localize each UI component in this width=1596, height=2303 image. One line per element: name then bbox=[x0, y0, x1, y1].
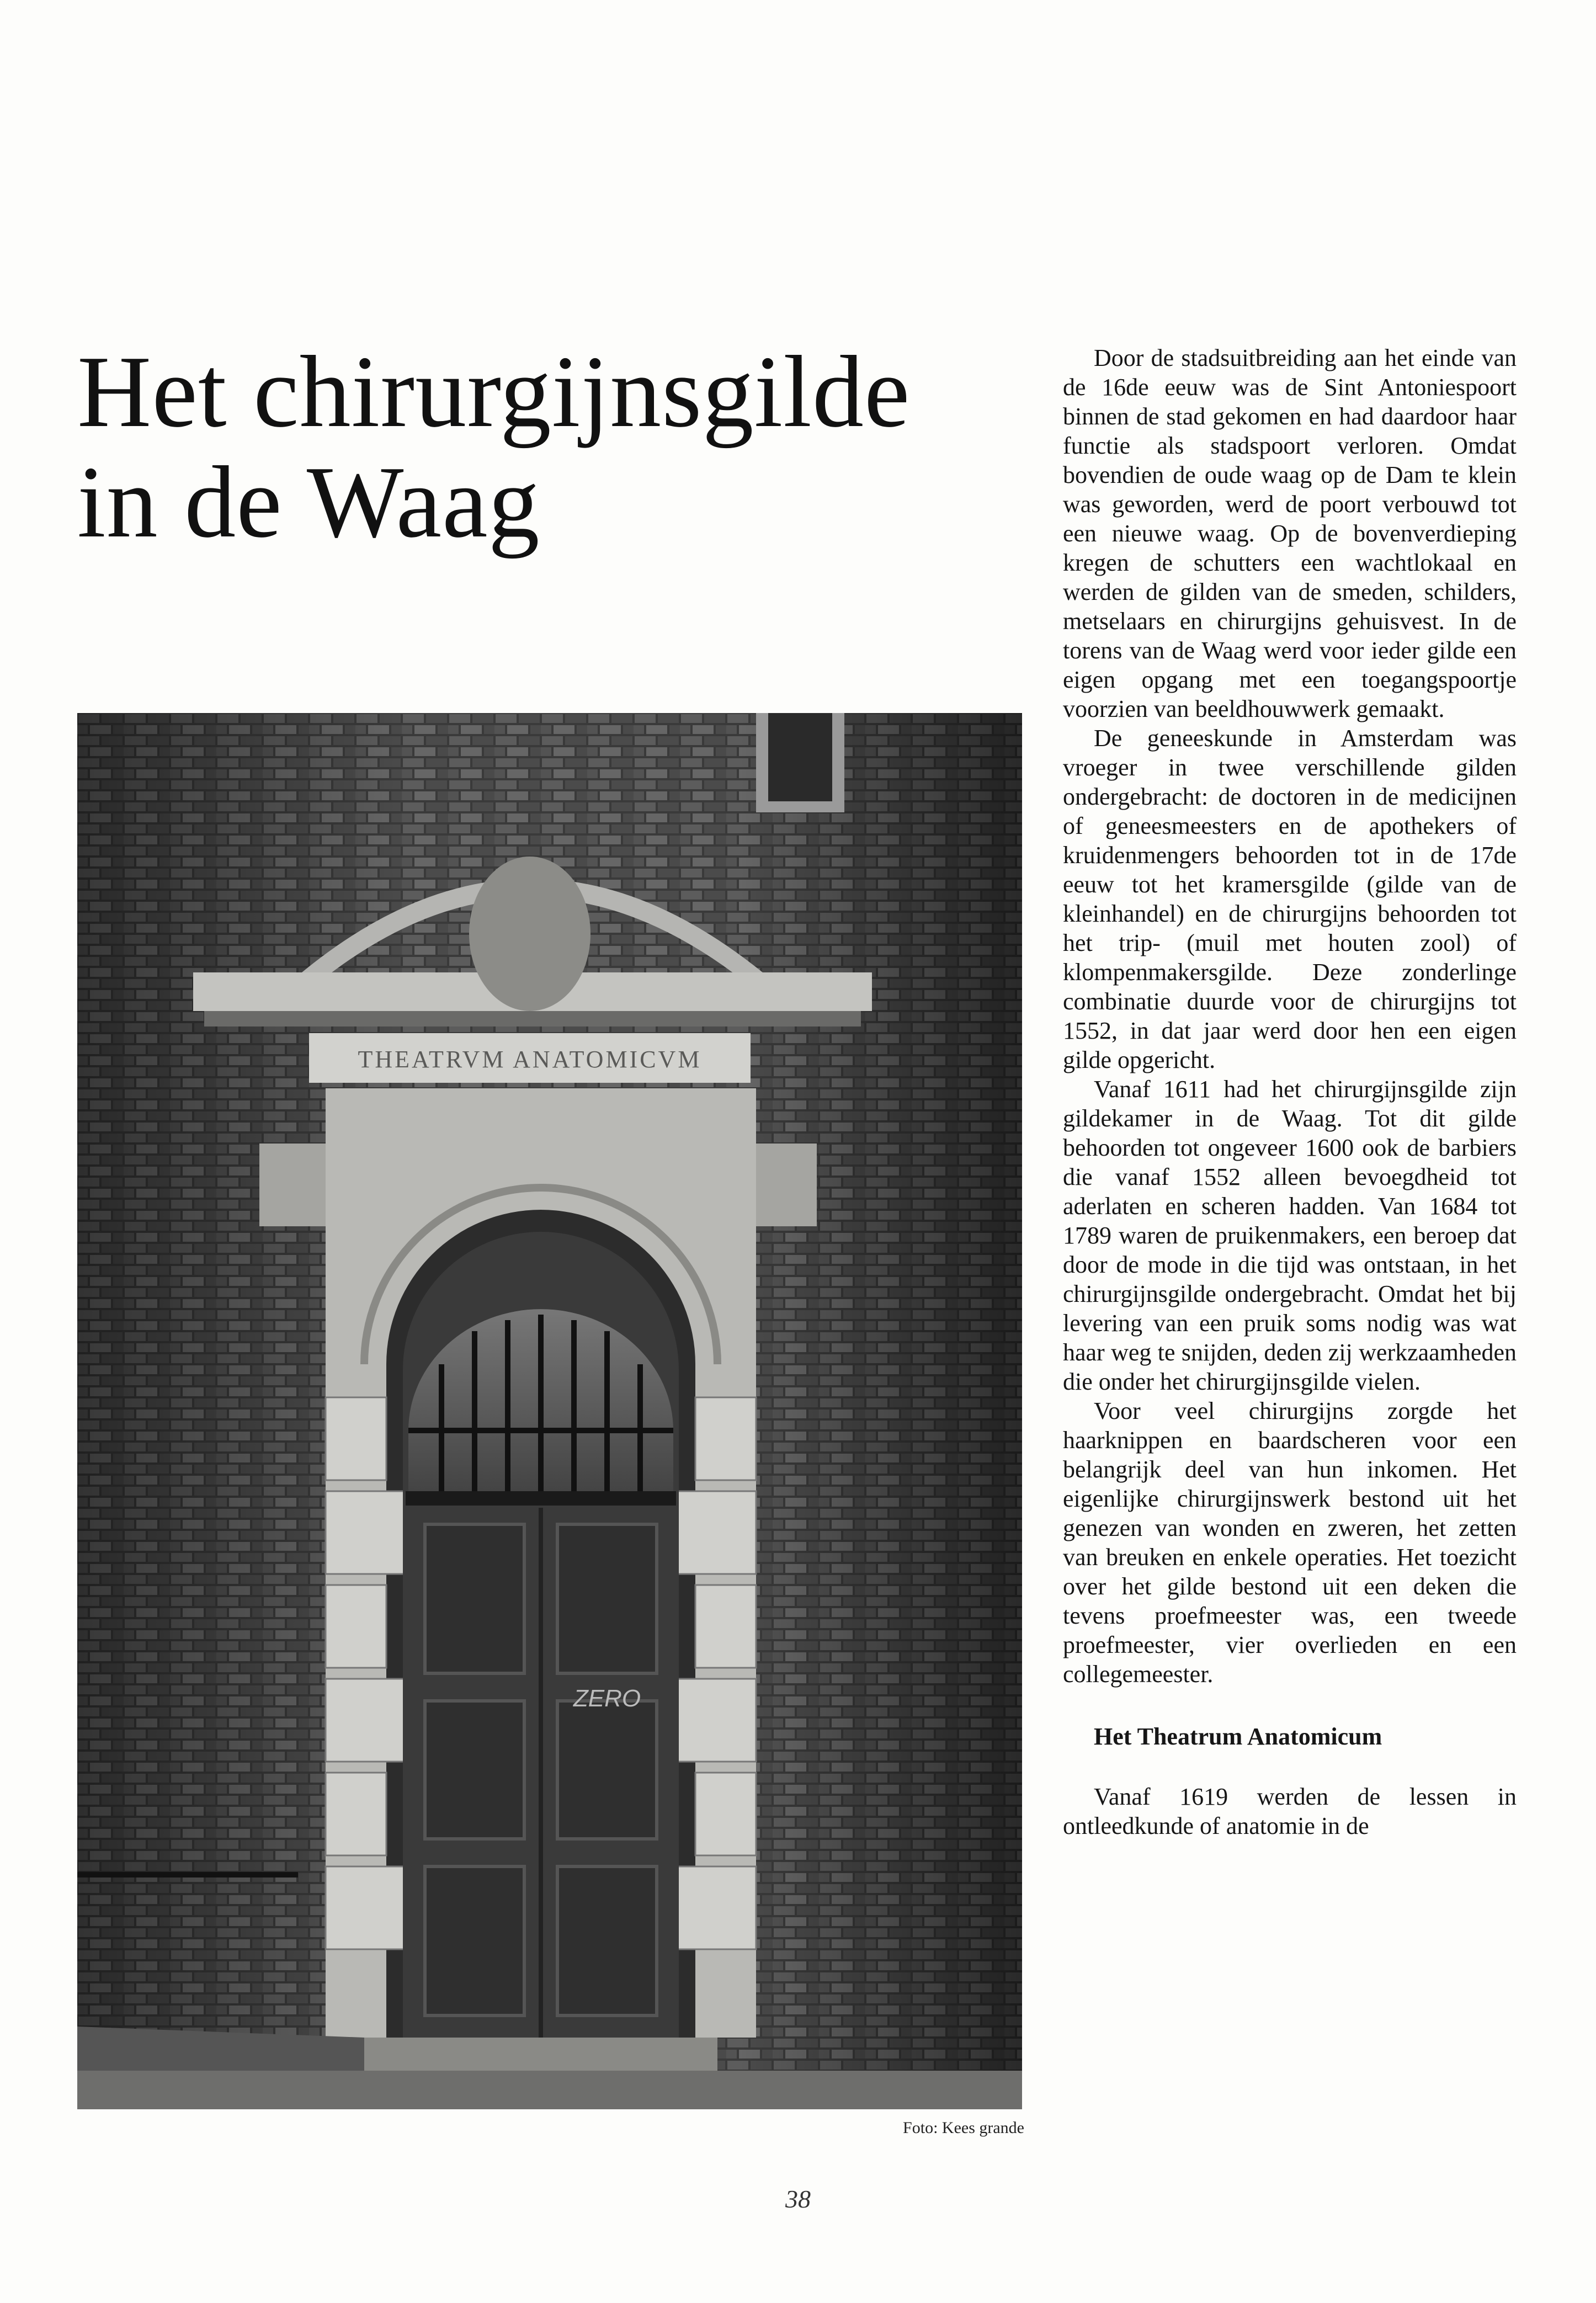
page-number: 38 bbox=[785, 2185, 811, 2213]
subheading: Het Theatrum Anatomicum bbox=[1094, 1723, 1382, 1750]
paragraph-4: Voor veel chirurgijns zorgde het haarknippen en baardscheren voor een belangrijk deel van hun inkomen. Het eigenlijke chirurgijnswerk bestond uit het genezen van wonden en zweren, het zetten van breuken en enkele operaties. Het toezicht over het gilde bestond uit een deken die tevens proefmeester was, een tweede proefmeester, vier overlieden en een collegemeester. bbox=[1063, 1397, 1517, 1688]
photo-graffiti: ZERO bbox=[573, 1685, 641, 1712]
paragraph-1: Door de stadsuitbreiding aan het einde van de 16de eeuw was de Sint Antoniespoort binnen de stad gekomen en had daardoor haar functie als stadspoort verloren. Omdat bovendien de oude waag op de Dam te klein was geworden, werd de poort verbouwd tot een nieuwe waag. Op de bovenverdieping kregen de schutters een wachtlokaal en werden de gilden van de smeden, schilders, metselaars en chirurgijns gehuisvest. In de torens van de Waag werd voor ieder gilde een eigen opgang met een toegangspoortje voorzien van beeldhouwwerk gemaakt. bbox=[1063, 344, 1517, 722]
photo-waag-doorway bbox=[77, 713, 1022, 2109]
paragraph-2: De geneeskunde in Amsterdam was vroeger in twee verschillende gilden ondergebracht: de doctoren in de medicijnen of geneesmeesters en de apothekers of kruidenmengers behoorden tot in de 17de eeuw tot het kramersgilde (gilde van de kleinhandel) en de chirurgijns behoorden tot het trip- (muil met houten zool) of klompenmakersgilde. Deze zonderlinge combinatie duurde voor de chirurgijns tot 1552, in dat jaar werd door hen een eigen gilde opgericht. bbox=[1063, 725, 1517, 1073]
photo-inscription: THEATRVM ANATOMICVM bbox=[358, 1046, 702, 1073]
photo-caption: Foto: Kees grande bbox=[903, 2119, 1024, 2137]
article-title-line-1: Het chirurgijnsgilde bbox=[77, 335, 911, 449]
article-title-line-2: in de Waag bbox=[77, 445, 540, 559]
paragraph-3: Vanaf 1611 had het chirurgijnsgilde zijn gildekamer in de Waag. Tot dit gilde behoorden tot ongeveer 1600 ook de barbiers die vanaf 1552 alleen bevoegdheid tot aderlaten en scheren hadden. Van 1684 tot 1789 waren de pruikenmakers, een beroep dat door de mode in die tijd was ontstaan, in het chirurgijnsgilde ondergebracht. Omdat het bij levering van een pruik soms nodig was wat haar weg te snijden, deden zij werkzaamheden die onder het chirurgijnsgilde vielen. bbox=[1063, 1076, 1517, 1395]
article-title bbox=[77, 337, 1049, 557]
paragraph-5: Vanaf 1619 werden de lessen in ontleedkunde of anatomie in de bbox=[1063, 1783, 1517, 1839]
article-body bbox=[1063, 343, 1517, 1841]
